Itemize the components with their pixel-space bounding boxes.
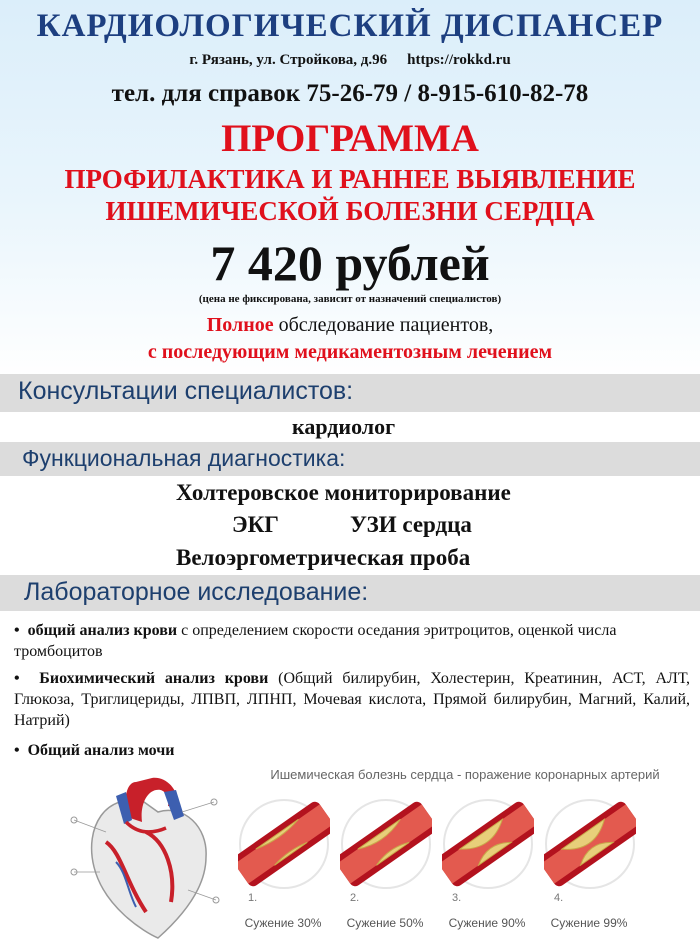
stage-caption: Сужение 50% — [346, 916, 424, 930]
price-note: (цена не фиксирована, зависит от назначений специалистов) — [198, 293, 502, 305]
bullet-icon: • — [14, 742, 20, 759]
treatment-line: с последующим медикаментозным лечением — [147, 341, 553, 363]
service-heart-ultrasound: УЗИ сердца — [350, 512, 472, 537]
ihd-illustration-title: Ишемическая болезнь сердца - поражение коронарных артерий — [270, 767, 660, 782]
lab-item-urine — [14, 740, 690, 761]
section-functional-header: Функциональная диагностика: — [0, 442, 700, 476]
clinic-phone: тел. для справок 75-26-79 / 8-915-610-82-78 — [111, 80, 589, 107]
artery-stage-4-icon — [544, 796, 636, 892]
lab-item-biochem — [14, 668, 690, 731]
full-exam-highlight: Полное — [206, 314, 274, 336]
service-ekg: ЭКГ — [232, 512, 279, 537]
program-title-line2: ИШЕМИЧЕСКОЙ БОЛЕЗНИ СЕРДЦА — [105, 196, 595, 226]
clinic-website[interactable]: https://rokkd.ru — [407, 52, 511, 68]
service-holter: Холтеровское мониторирование — [176, 480, 511, 505]
clinic-address: г. Рязань, ул. Стройкова, д.96 — [189, 52, 388, 68]
heart-illustration-icon — [66, 772, 222, 942]
lab-item-text: (Общий билирубин, Холестерин, Креатинин, АСТ, АЛТ, Глюкоза, Триглицериды, ЛПВП, ЛПНП, Мочевая кислота, Прямой билирубин, Магний, Калий, Натрий) — [14, 670, 691, 729]
stage-caption: Сужение 90% — [448, 916, 526, 930]
clinic-title: КАРДИОЛОГИЧЕСКИЙ ДИСПАНСЕР — [36, 8, 664, 44]
bullet-icon: • — [14, 670, 20, 687]
section-consult-header: Консультации специалистов: — [0, 374, 700, 412]
clinic-address-line — [0, 52, 700, 69]
lab-item-title: общий анализ крови — [27, 622, 178, 639]
artery-stage-3-icon — [442, 796, 534, 892]
bullet-icon: • — [14, 622, 20, 639]
lab-item-title: Биохимический анализ крови — [39, 670, 269, 687]
full-exam-text: обследование пациентов, — [273, 314, 494, 336]
lab-item-blood — [14, 620, 690, 662]
lab-item-title: Общий анализ мочи — [27, 742, 175, 759]
full-exam-line — [0, 314, 700, 337]
program-label: ПРОГРАММА — [221, 117, 479, 160]
stage-caption: Сужение 30% — [244, 916, 322, 930]
lab-item-text: с определением скорости оседания эритроцитов, оценкой числа тромбоцитов — [14, 622, 617, 660]
stage-number: 1. — [248, 892, 258, 904]
artery-stage-1-icon — [238, 796, 330, 892]
stage-number: 4. — [554, 892, 564, 904]
artery-stage-2-icon — [340, 796, 432, 892]
service-bicycle-ergometry: Велоэргометрическая проба — [176, 545, 471, 570]
service-cardiologist: кардиолог — [292, 414, 396, 439]
stage-number: 3. — [452, 892, 462, 904]
program-price: 7 420 рублей — [210, 235, 490, 291]
stage-caption: Сужение 99% — [550, 916, 628, 930]
section-lab-header: Лабораторное исследование: — [0, 575, 700, 611]
program-title-line1: ПРОФИЛАКТИКА И РАННЕЕ ВЫЯВЛЕНИЕ — [64, 164, 636, 194]
stage-number: 2. — [350, 892, 360, 904]
